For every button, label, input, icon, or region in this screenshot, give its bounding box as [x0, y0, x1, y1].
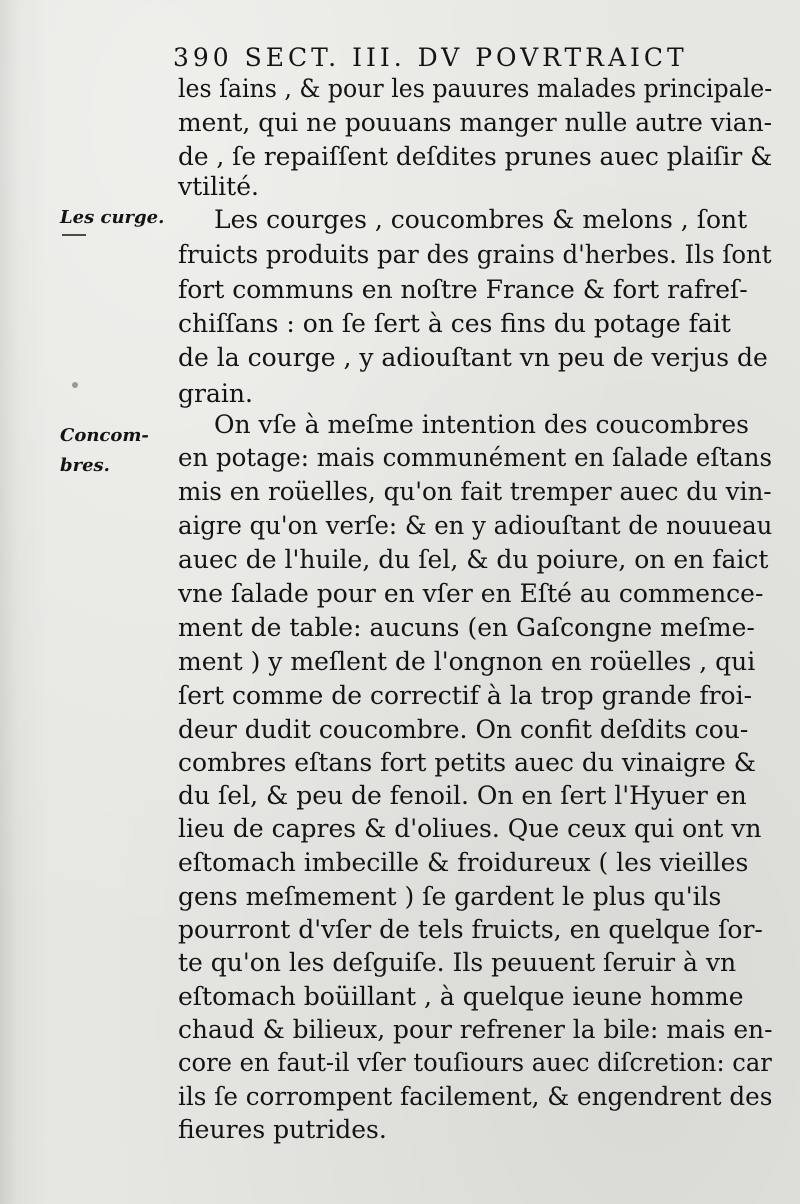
text-line: les ſains , & pour les pauures malades principale-: [178, 74, 773, 103]
text-line: ment ) y meſlent de l'ongnon en roüelles , qui: [178, 647, 756, 676]
text-line: gens meſmement ) ſe gardent le plus qu'ils: [178, 882, 722, 911]
text-line: combres eſtans fort petits auec du vinaigre &: [178, 748, 756, 777]
text-line: en potage: mais communément en ſalade eſtans: [178, 443, 773, 472]
text-line: fieures putrides.: [178, 1115, 387, 1144]
text-line: du ſel, & peu de fenoil. On en ſert l'Hyuer en: [178, 781, 747, 810]
text-line: fort communs en noſtre France & fort rafreſ-: [178, 275, 748, 304]
text-line: mis en roüelles, qu'on fait tremper auec du vin-: [178, 477, 772, 506]
margin-note-concombres-2: bres.: [60, 455, 110, 476]
text-line: On vſe à meſme intention des coucombres: [214, 410, 749, 439]
text-line: de , ſe repaiſſent deſdites prunes auec plaiſir &: [178, 142, 773, 171]
margin-rule: [62, 234, 86, 236]
text-line: aigre qu'on verſe: & en y adiouſtant de nouueau: [178, 511, 773, 540]
text-line: deur dudit coucombre. On confit deſdits cou-: [178, 715, 749, 744]
ink-speck: [72, 382, 78, 388]
text-line: eſtomach imbecille & froidureux ( les vieilles: [178, 848, 749, 877]
text-line: ſert comme de correctif à la trop grande froi-: [178, 681, 753, 710]
text-line: grain.: [178, 379, 253, 408]
text-line: fruicts produits par des grains d'herbes. Ils ſont: [178, 240, 772, 269]
text-line: lieu de capres & d'oliues. Que ceux qui ont vn: [178, 814, 762, 843]
running-header: 390 SECT. III. DV POVRTRAICT: [173, 43, 688, 72]
text-line: core en faut-il vſer touſiours auec diſcretion: car: [178, 1048, 772, 1077]
text-line: ils ſe corrompent facilement, & engendrent des: [178, 1082, 773, 1111]
text-line: ment, qui ne pouuans manger nulle autre vian-: [178, 108, 773, 137]
text-line: chiſſans : on ſe ſert à ces fins du potage fait: [178, 309, 731, 338]
margin-note-concombres-1: Concom-: [60, 425, 149, 446]
text-line: vne ſalade pour en vſer en Eſté au commence-: [178, 579, 764, 608]
text-line: chaud & bilieux, pour refrener la bile: mais en-: [178, 1015, 773, 1044]
text-line: de la courge , y adiouſtant vn peu de verjus de: [178, 343, 768, 372]
text-line: eſtomach boüillant , à quelque ieune homme: [178, 982, 744, 1011]
margin-note-courges: Les curge.: [60, 207, 165, 228]
text-line: vtilité.: [178, 172, 259, 201]
text-line: ment de table: aucuns (en Gaſcongne meſme-: [178, 613, 755, 642]
text-line: auec de l'huile, du ſel, & du poiure, on en faict: [178, 545, 769, 574]
text-line: te qu'on les deſguiſe. Ils peuuent ſeruir à vn: [178, 948, 737, 977]
text-line: pourront d'vſer de tels fruicts, en quelque ſor-: [178, 915, 763, 944]
text-line: Les courges , coucombres & melons , ſont: [214, 205, 748, 234]
